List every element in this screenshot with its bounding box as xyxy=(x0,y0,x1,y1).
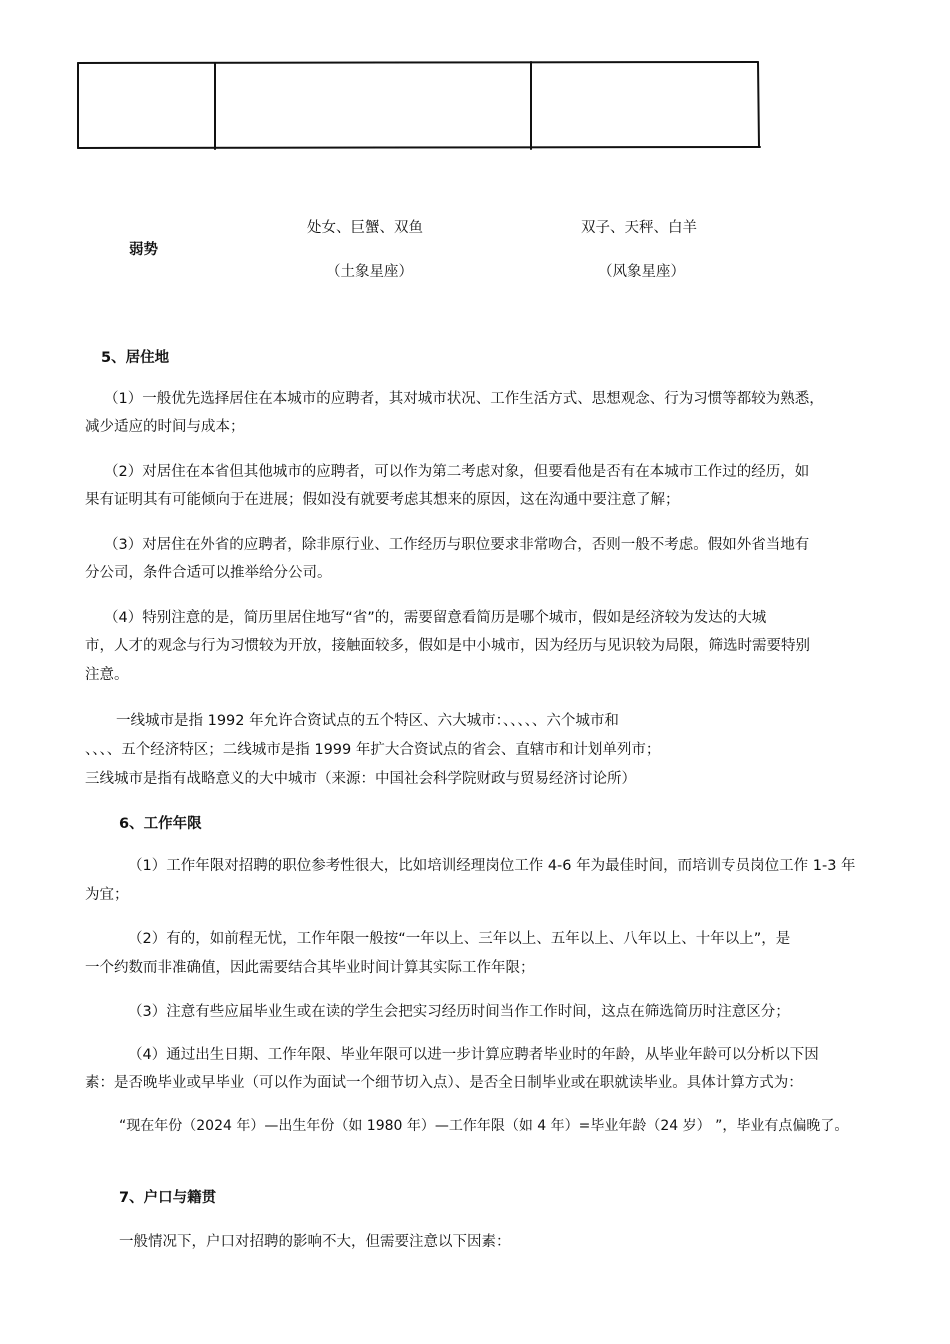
text-line: 、、、、五个经济特区；二线城市是指 1999 年扩大合资试点的省会、直辖市和计划单列市； xyxy=(85,742,661,758)
text-line: （3）注意有些应届毕业生或在读的学生会把实习经历时间当作工作时间，这点在筛选简历时注意区分； xyxy=(128,1004,790,1020)
graduation-age-formula: “现在年份（2024 年）—出生年份（如 1980 年）—工作年限（如 4 年）=毕业年龄（24 岁） ”，毕业有点偏晚了。 xyxy=(119,1118,849,1134)
weak-col1-group: （土象星座） xyxy=(326,264,413,280)
text-line: 果有证明其有可能倾向于在进展；假如没有就要考虑其想来的原因，这在沟通中要注意了解； xyxy=(85,492,680,508)
empty-table-frame xyxy=(76,60,762,152)
weak-col2-signs: 双子、天秤、白羊 xyxy=(581,220,697,236)
section-heading-work-years: 6、工作年限 xyxy=(119,816,202,832)
text-line: 三线城市是指有战略意义的大中城市（来源：中国社会科学院财政与贸易经济讨论所） xyxy=(85,771,636,787)
text-line: （1）一般优先选择居住在本城市的应聘者，其对城市状况、工作生活方式、思想观念、行为习惯等都较为熟悉， xyxy=(104,391,824,407)
text-line: 注意。 xyxy=(85,667,129,683)
text-line: （2）对居住在本省但其他城市的应聘者，可以作为第二考虑对象，但要看他是否有在本城市工作过的经历，如 xyxy=(104,464,810,480)
section-heading-household: 7、户口与籍贯 xyxy=(119,1190,217,1206)
text-line: 减少适应的时间与成本； xyxy=(85,419,245,435)
text-line: 一般情况下，户口对招聘的影响不大，但需要注意以下因素： xyxy=(119,1234,511,1250)
weak-col2-group: （风象星座） xyxy=(598,264,685,280)
section-heading-residence: 5、居住地 xyxy=(101,350,170,366)
text-line: 市，人才的观念与行为习惯较为开放，接触面较多，假如是中小城市，因为经历与见识较为局限，筛选时需要特别 xyxy=(85,638,810,654)
text-line: 一个约数而非准确值，因此需要结合其毕业时间计算其实际工作年限； xyxy=(85,960,535,976)
text-line: （3）对居住在外省的应聘者，除非原行业、工作经历与职位要求非常吻合，否则一般不考虑。假如外省当地有 xyxy=(104,537,810,553)
text-line: 素：是否晚毕业或早毕业（可以作为面试一个细节切入点）、是否全日制毕业或在职就读毕业。具体计算方式为： xyxy=(85,1075,803,1091)
row-label-weak: 弱势 xyxy=(129,242,158,258)
text-line: （4）通过出生日期、工作年限、毕业年限可以进一步计算应聘者毕业时的年龄，从毕业年龄可以分析以下因 xyxy=(128,1047,819,1063)
text-line: （2）有的，如前程无忧，工作年限一般按“一年以上、三年以上、五年以上、八年以上、十年以上”，是 xyxy=(128,931,791,947)
text-line: （4）特别注意的是，简历里居住地写“省”的，需要留意看简历是哪个城市，假如是经济较为发达的大城 xyxy=(104,610,767,626)
weak-col1-signs: 处女、巨蟹、双鱼 xyxy=(307,220,423,236)
text-line: 为宜； xyxy=(85,887,129,903)
text-line: （1）工作年限对招聘的职位参考性很大，比如培训经理岗位工作 4-6 年为最佳时间，而培训专员岗位工作 1-3 年 xyxy=(128,858,856,874)
text-line: 一线城市是指 1992 年允许合资试点的五个特区、六大城市：、、、、、六个城市和 xyxy=(116,713,619,729)
text-line: 分公司，条件合适可以推举给分公司。 xyxy=(85,565,332,581)
